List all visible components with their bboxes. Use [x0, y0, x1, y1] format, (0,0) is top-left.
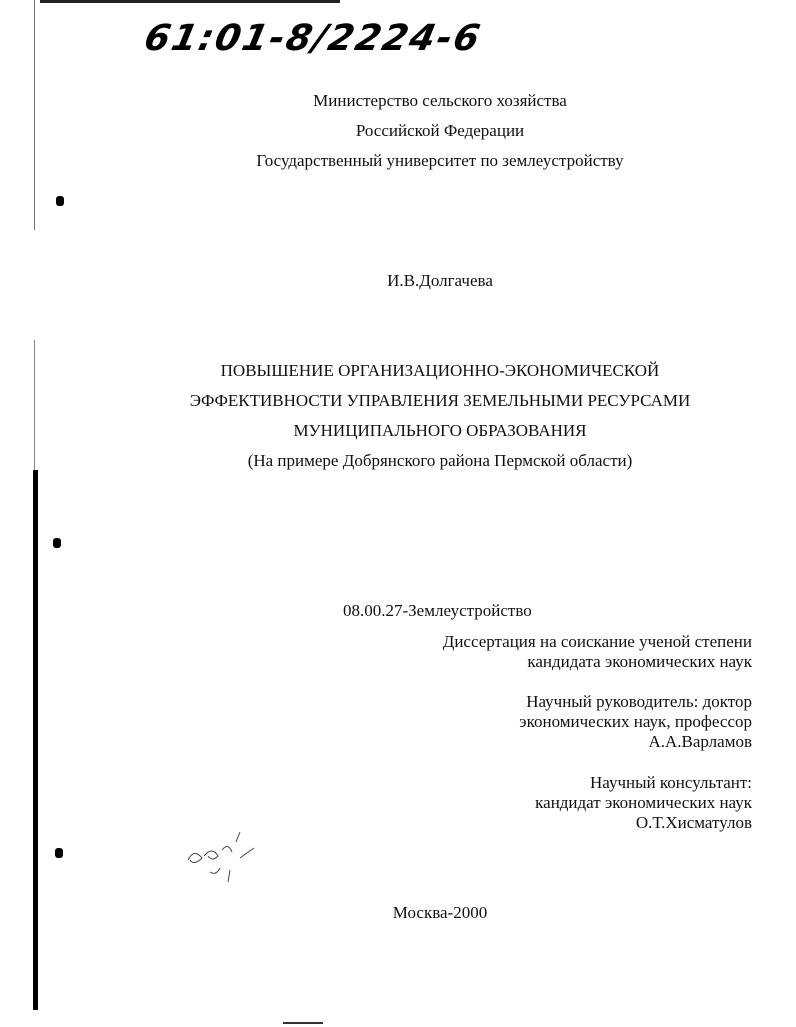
- title-subtitle: (На примере Добрянского района Пермской области): [247, 451, 633, 470]
- degree-line2: кандидата экономических наук: [527, 652, 752, 671]
- handwritten-catalog-number: 61:01-8/2224-6: [140, 18, 486, 59]
- degree-line1: Диссертация на соискание ученой степени: [442, 632, 752, 651]
- punch-mark: [53, 538, 61, 548]
- handwritten-scribble: [180, 830, 260, 885]
- specialty-code: 08.00.27-Землеустройство: [343, 601, 532, 620]
- consultant-name: О.Т.Хисматулов: [635, 813, 752, 832]
- scan-top-edge: [40, 0, 340, 3]
- ministry-line1: Министерство сельского хозяйства: [313, 91, 567, 110]
- supervisor-line1: Научный руководитель: доктор: [526, 692, 752, 711]
- university-name: Государственный университет по землеустройству: [256, 151, 624, 170]
- scan-left-edge: [34, 0, 35, 230]
- title-line2: ЭФФЕКТИВНОСТИ УПРАВЛЕНИЯ ЗЕМЕЛЬНЫМИ РЕСУРСАМИ: [189, 391, 691, 410]
- title-line3: МУНИЦИПАЛЬНОГО ОБРАЗОВАНИЯ: [293, 421, 587, 440]
- title-line1: ПОВЫШЕНИЕ ОРГАНИЗАЦИОННО-ЭКОНОМИЧЕСКОЙ: [220, 361, 660, 380]
- supervisor-name: А.А.Варламов: [648, 732, 752, 751]
- punch-mark: [56, 196, 64, 206]
- punch-mark: [55, 848, 63, 858]
- ministry-line2: Российской Федерации: [355, 121, 525, 140]
- supervisor-line2: экономических наук, профессор: [519, 712, 752, 731]
- consultant-line2: кандидат экономических наук: [535, 793, 752, 812]
- city-year: Москва-2000: [392, 903, 488, 922]
- author-name: И.В.Долгачева: [387, 271, 493, 290]
- scan-mark: [283, 1022, 323, 1024]
- scan-binding-shadow: [33, 470, 38, 1010]
- consultant-line1: Научный консультант:: [590, 773, 752, 792]
